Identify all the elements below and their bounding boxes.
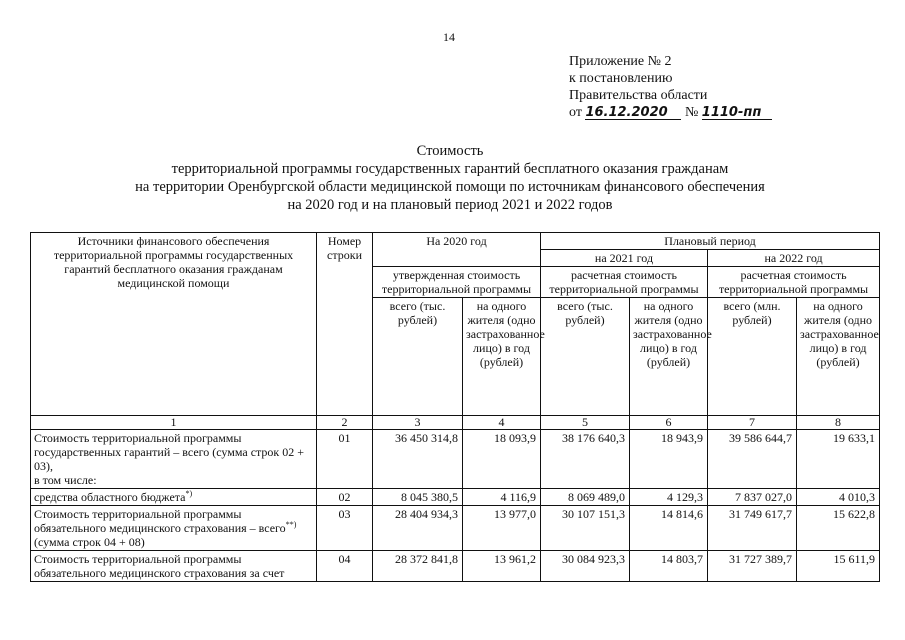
cell-total-2020: 36 450 314,8 [373,430,463,489]
cell-total-2020: 28 372 841,8 [373,551,463,582]
cell-per-capita-2020: 13 977,0 [463,506,541,551]
header-per-capita-2020: на одного жителя (одно застрахованное лицо) в год (рублей) [463,298,541,416]
cell-total-2022: 39 586 644,7 [708,430,797,489]
cell-total-2020: 28 404 934,3 [373,506,463,551]
column-index: 2 [317,416,373,430]
cell-total-2022: 31 749 617,7 [708,506,797,551]
table-row [31,551,880,582]
column-index: 7 [708,416,797,430]
cell-per-capita-2022: 15 622,8 [797,506,880,551]
cell-per-capita-2020: 13 961,2 [463,551,541,582]
row-code: 03 [317,506,373,551]
column-index: 4 [463,416,541,430]
cell-per-capita-2021: 14 803,7 [630,551,708,582]
table-row [31,430,880,489]
appendix-line-1: Приложение № 2 [569,54,672,69]
row-label [31,489,317,506]
header-per-capita-2021: на одного жителя (одно застрахованное лицо) в год (рублей) [630,298,708,416]
header-year-2022: на 2022 год [708,250,880,267]
row-label-extra: (сумма строк 04 + 08) [34,535,145,549]
header-approved-cost: утвержденная стоимость территориальной программы [373,267,541,298]
cell-per-capita-2021: 14 814,6 [630,506,708,551]
footnote-mark: *) [185,489,193,498]
cell-per-capita-2021: 18 943,9 [630,430,708,489]
cell-per-capita-2022: 19 633,1 [797,430,880,489]
cell-total-2021: 38 176 640,3 [541,430,630,489]
title-line-4: на 2020 год и на плановый период 2021 и 2022 годов [287,197,613,213]
handwritten-date: 16.12.2020 [585,106,681,120]
header-total-2022: всего (млн. рублей) [708,298,797,416]
column-index: 5 [541,416,630,430]
row-label-extra: в том числе: [34,473,97,487]
row-label-text: Стоимость территориальной программы государственных гарантий – всего (сумма строк 02 + 03), [34,431,305,473]
cell-total-2021: 30 084 923,3 [541,551,630,582]
handwritten-number: 1110-пп [702,106,772,120]
column-index-row [31,416,880,430]
column-index: 8 [797,416,880,430]
cell-per-capita-2020: 18 093,9 [463,430,541,489]
row-code: 01 [317,430,373,489]
cell-total-2021: 30 107 151,3 [541,506,630,551]
title-line-2: территориальной программы государственных гарантий бесплатного оказания гражданам [171,161,729,177]
cell-per-capita-2021: 4 129,3 [630,489,708,506]
date-prefix: от [569,105,582,120]
cell-total-2020: 8 045 380,5 [373,489,463,506]
header-row-number: Номер строки [317,233,373,416]
row-label [31,506,317,551]
cell-per-capita-2022: 4 010,3 [797,489,880,506]
header-calc-cost-2022: расчетная стоимость территориальной программы [708,267,880,298]
appendix-line-3: Правительства области [569,88,708,103]
header-year-2020: На 2020 год [373,233,541,267]
header-total-2020: всего (тыс. рублей) [373,298,463,416]
appendix-line-2: к постановлению [569,71,673,86]
header-total-2021: всего (тыс. рублей) [541,298,630,416]
title-line-3: на территории Оренбургской области медицинской помощи по источникам финансового обеспечения [135,179,765,195]
row-label [31,430,317,489]
number-prefix: № [684,105,699,120]
header-per-capita-2022: на одного жителя (одно застрахованное лицо) в год (рублей) [797,298,880,416]
title-line-1: Стоимость [416,143,484,159]
column-index: 1 [31,416,317,430]
page-number: 14 [443,30,455,44]
cell-per-capita-2020: 4 116,9 [463,489,541,506]
column-index: 3 [373,416,463,430]
row-label-text: Стоимость территориальной программы обязательного медицинского страхования – всего [34,507,286,535]
footnote-mark: **) [285,520,297,529]
header-year-2021: на 2021 год [541,250,708,267]
row-label-text: средства областного бюджета [34,490,186,504]
cell-per-capita-2022: 15 611,9 [797,551,880,582]
row-code: 04 [317,551,373,582]
row-label: Стоимость территориальной программы обязательного медицинского страхования за счет [31,551,317,582]
document-title [100,142,800,214]
appendix-block [569,53,772,121]
row-code: 02 [317,489,373,506]
cell-total-2022: 31 727 389,7 [708,551,797,582]
cell-total-2022: 7 837 027,0 [708,489,797,506]
header-sources: Источники финансового обеспечения территориальной программы государственных гарантий бесплатного оказания гражданам медицинской помощи [31,233,317,416]
appendix-date-line [569,104,772,121]
table-row [31,489,880,506]
header-calc-cost-2021: расчетная стоимость территориальной программы [541,267,708,298]
column-index: 6 [630,416,708,430]
cell-total-2021: 8 069 489,0 [541,489,630,506]
cost-table [30,232,880,582]
table-row [31,506,880,551]
header-planning-period: Плановый период [541,233,880,250]
